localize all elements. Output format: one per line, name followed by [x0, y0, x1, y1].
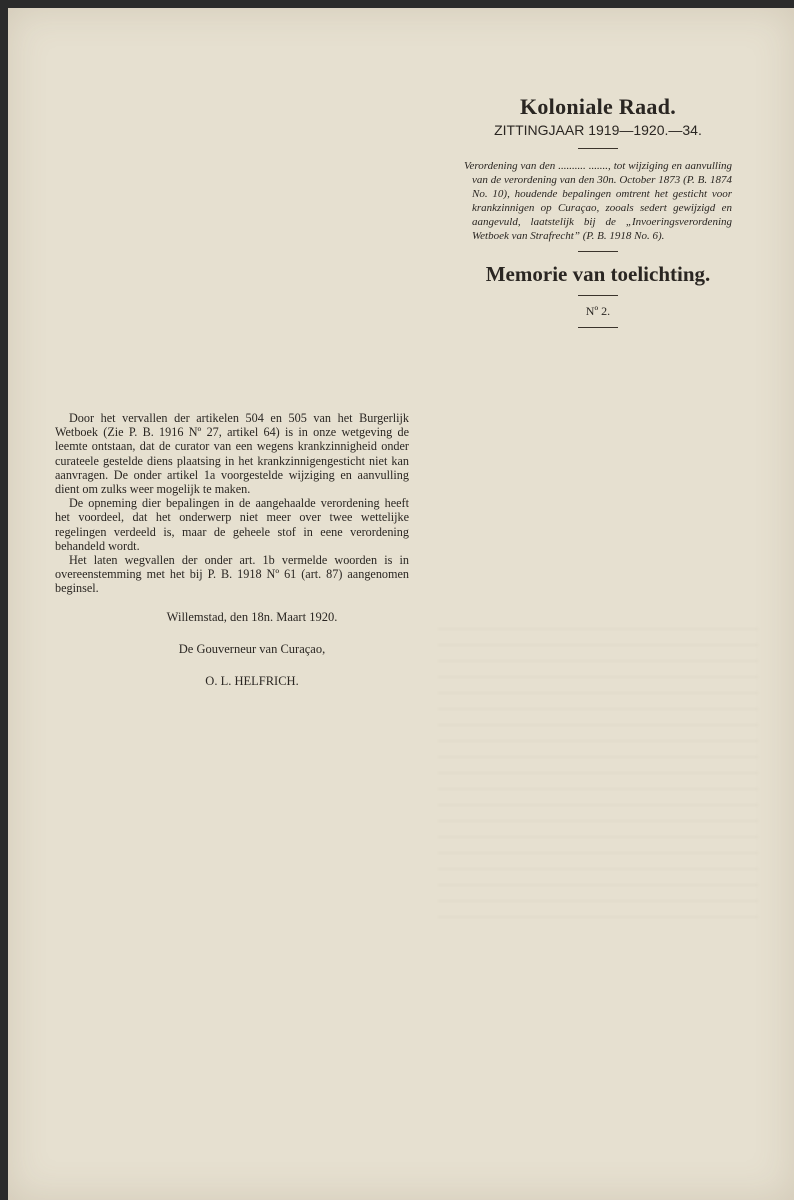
body-text: [55, 411, 409, 706]
council-title: Koloniale Raad.: [519, 94, 677, 119]
paragraph: De opneming dier bepalingen in de aangehaalde verordening heeft het voordeel, dat het onderwerp niet meer over twee wettelijke regelingen verdeeld is, maar de geheele stof in eene verordening behandeld wordt.: [55, 496, 409, 553]
document-page: [8, 8, 794, 1200]
divider: [578, 327, 618, 328]
signature-block: [55, 610, 409, 689]
paragraph: Het laten wegvallen der onder art. 1b vermelde woorden is in overeenstemming met het bij P. B. 1918 Nº 61 (art. 87) aangenomen beginsel.: [55, 553, 409, 596]
document-title: Memorie van toelichting.: [485, 262, 711, 286]
paragraph: Door het vervallen der artikelen 504 en 505 van het Burgerlijk Wetboek (Zie P. B. 1916 Nº 27, artikel 64) is in onze wetgeving de leemte ontstaan, dat de curator van een wegens krankzinnigheid onder curateele gestelde diens plaatsing in het krankzinnigengesticht niet kan aanvragen. De onder artikel 1a voorgestelde wijziging en aanvulling dient om zulks weer mogelijk te maken.: [55, 411, 409, 497]
signer-name: O. L. HELFRICH.: [205, 674, 299, 689]
ordinance-subject: Verordening van den .......... ......., tot wijziging en aanvulling van de verordening van den 30n. October 1873 (P. B. 1874 No. 10), houdende bepalingen omtrent het gesticht voor krankzinnigen op Curaçao, zooals sedert gewijzigd en aangevuld, laatstelijk bij de „Invoeringsverordening Wetboek van Strafrecht” (P. B. 1918 No. 6).: [464, 160, 732, 242]
session-year: ZITTINGJAAR 1919—1920.—34.: [494, 122, 702, 138]
place-date: Willemstad, den 18n. Maart 1920.: [166, 609, 338, 624]
divider: [578, 295, 618, 296]
divider: [578, 148, 618, 149]
divider: [578, 251, 618, 252]
header-block: [448, 94, 748, 336]
bleed-through-text: [438, 628, 758, 918]
document-number: Nº 2.: [585, 304, 611, 318]
signer-role: De Gouverneur van Curaçao,: [178, 641, 326, 656]
